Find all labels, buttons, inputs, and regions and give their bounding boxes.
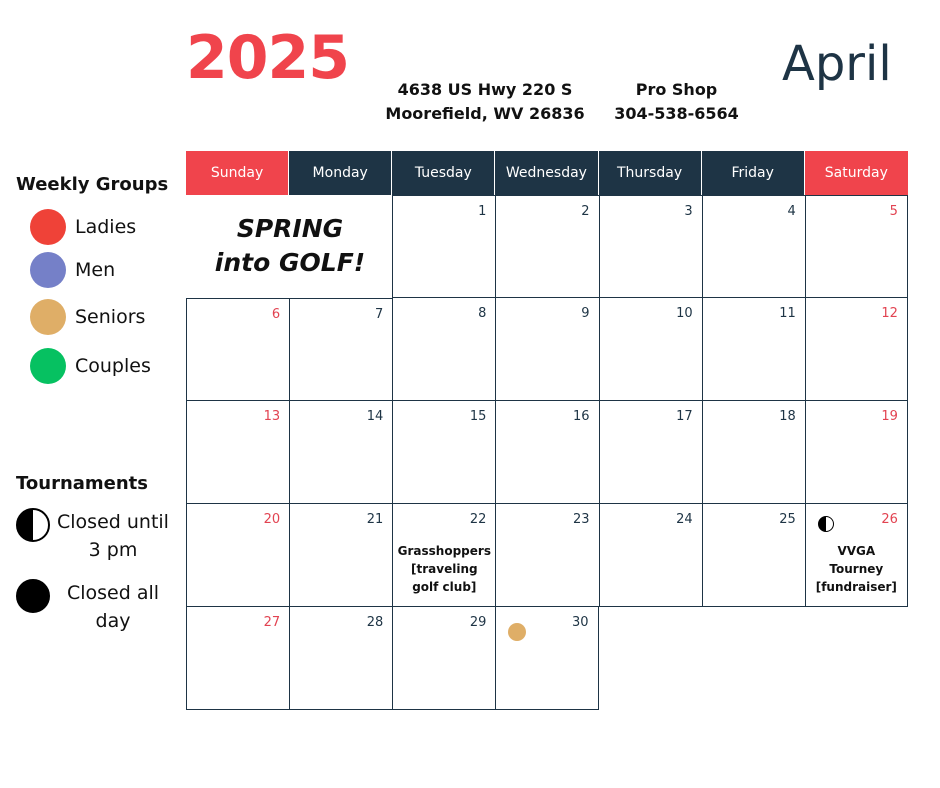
address xyxy=(380,78,590,126)
promo-text xyxy=(186,212,394,280)
day-number: 13 xyxy=(263,409,281,424)
day-number: 7 xyxy=(374,307,384,322)
day-number: 10 xyxy=(676,306,693,321)
month-title: April xyxy=(782,36,892,92)
day-number: 9 xyxy=(581,306,590,321)
legend-label-ladies: Ladies xyxy=(75,216,137,238)
closed-all-line2: day xyxy=(95,610,131,632)
closed-until-line2: 3 pm xyxy=(88,539,138,561)
tournaments-heading: Tournaments xyxy=(16,473,149,494)
men-dot-icon xyxy=(30,252,66,288)
day-number: 30 xyxy=(571,615,589,630)
legend-label-men: Men xyxy=(75,259,116,281)
closed-until-label xyxy=(54,508,172,564)
day-cell[interactable] xyxy=(495,298,598,401)
day-number: 28 xyxy=(366,615,384,630)
day-number: 1 xyxy=(478,204,487,219)
day-cell[interactable] xyxy=(392,401,495,504)
pro-shop-label: Pro Shop xyxy=(635,80,718,99)
event-grasshoppers xyxy=(393,542,495,596)
day-number: 17 xyxy=(676,409,693,424)
day-number: 26 xyxy=(881,512,898,527)
day-cell[interactable] xyxy=(702,504,805,607)
day-cell[interactable] xyxy=(186,401,289,504)
promo-line2: into GOLF! xyxy=(214,248,366,277)
day-number: 5 xyxy=(889,204,898,219)
day-header-tuesday: Tuesday xyxy=(392,151,495,195)
day-cell[interactable] xyxy=(599,504,702,607)
week-row xyxy=(186,401,908,504)
legend-closed-all xyxy=(16,579,172,635)
day-number: 27 xyxy=(263,615,281,630)
day-cell[interactable] xyxy=(186,298,289,401)
seniors-dot-icon xyxy=(30,299,66,335)
ladies-dot-icon xyxy=(30,209,66,245)
weekday-header xyxy=(186,151,908,195)
day-number: 6 xyxy=(271,307,281,322)
day-cell[interactable] xyxy=(702,195,805,298)
pro-shop xyxy=(604,78,749,126)
day-cell[interactable] xyxy=(392,607,495,710)
pro-shop-phone: 304-538-6564 xyxy=(614,104,739,123)
day-cell[interactable] xyxy=(289,401,392,504)
couples-dot-icon xyxy=(30,348,66,384)
day-cell[interactable] xyxy=(805,298,908,401)
day-number: 12 xyxy=(881,306,898,321)
legend-label-couples: Couples xyxy=(75,355,151,377)
week-row xyxy=(186,298,908,401)
week-row xyxy=(186,504,908,607)
day-cell[interactable] xyxy=(599,298,702,401)
day-number: 29 xyxy=(469,615,487,630)
day-header-monday: Monday xyxy=(289,151,392,195)
day-cell[interactable] xyxy=(599,195,702,298)
filled-circle-icon xyxy=(16,579,50,613)
seniors-dot-icon xyxy=(508,623,526,641)
day-number: 24 xyxy=(676,512,693,527)
legend-item-couples xyxy=(30,347,151,385)
legend-label-seniors: Seniors xyxy=(75,306,146,328)
closed-all-line1: Closed all xyxy=(66,582,160,604)
day-header-sunday: Sunday xyxy=(186,151,289,195)
day-cell[interactable] xyxy=(805,504,908,607)
day-header-wednesday: Wednesday xyxy=(495,151,598,195)
address-line1: 4638 US Hwy 220 S xyxy=(397,80,573,99)
day-number: 4 xyxy=(787,204,796,219)
event-line: [fundraiser] xyxy=(815,580,897,594)
day-cell[interactable] xyxy=(392,195,495,298)
event-line: golf club] xyxy=(412,580,477,594)
day-number: 11 xyxy=(779,306,796,321)
day-number: 25 xyxy=(779,512,796,527)
day-number: 15 xyxy=(469,409,487,424)
day-number: 22 xyxy=(469,512,487,527)
legend-item-men xyxy=(30,251,115,289)
day-number: 19 xyxy=(881,409,898,424)
day-number: 8 xyxy=(478,306,487,321)
day-cell[interactable] xyxy=(495,504,598,607)
event-line: VVGA xyxy=(837,544,876,558)
day-header-saturday: Saturday xyxy=(805,151,908,195)
year-title: 2025 xyxy=(186,23,349,93)
legend-item-seniors xyxy=(30,298,145,336)
day-cell[interactable] xyxy=(392,504,495,607)
legend-closed-until xyxy=(16,508,172,564)
day-number: 23 xyxy=(572,512,590,527)
closed-all-label xyxy=(54,579,172,635)
closed-until-line1: Closed until xyxy=(57,511,169,533)
day-header-thursday: Thursday xyxy=(599,151,702,195)
day-cell[interactable] xyxy=(289,607,392,710)
day-cell[interactable] xyxy=(702,298,805,401)
day-number: 20 xyxy=(263,512,281,527)
day-cell[interactable] xyxy=(495,195,598,298)
event-line: Tourney xyxy=(829,562,884,576)
day-number: 14 xyxy=(366,409,384,424)
week-row xyxy=(186,607,908,710)
day-number: 18 xyxy=(779,409,796,424)
event-line: Grasshoppers xyxy=(397,544,491,558)
closed-until-icon xyxy=(818,516,834,532)
day-number: 2 xyxy=(581,204,590,219)
event-vvga xyxy=(806,542,907,596)
day-cell[interactable] xyxy=(289,298,392,401)
day-cell[interactable] xyxy=(702,401,805,504)
day-number: 16 xyxy=(572,409,590,424)
legend-item-ladies xyxy=(30,208,136,246)
day-cell[interactable] xyxy=(805,195,908,298)
day-header-friday: Friday xyxy=(702,151,805,195)
event-line: [traveling xyxy=(411,562,478,576)
day-number: 21 xyxy=(366,512,384,527)
day-cell[interactable] xyxy=(805,401,908,504)
day-cell[interactable] xyxy=(186,504,289,607)
day-cell[interactable] xyxy=(392,298,495,401)
day-cell[interactable] xyxy=(186,607,289,710)
weekly-groups-heading: Weekly Groups xyxy=(16,174,169,195)
day-cell[interactable] xyxy=(495,607,598,710)
half-filled-circle-icon xyxy=(16,508,50,542)
day-cell[interactable] xyxy=(495,401,598,504)
address-line2: Moorefield, WV 26836 xyxy=(385,104,585,123)
day-cell[interactable] xyxy=(599,401,702,504)
day-number: 3 xyxy=(684,204,693,219)
day-cell[interactable] xyxy=(289,504,392,607)
promo-line1: SPRING xyxy=(236,214,344,243)
